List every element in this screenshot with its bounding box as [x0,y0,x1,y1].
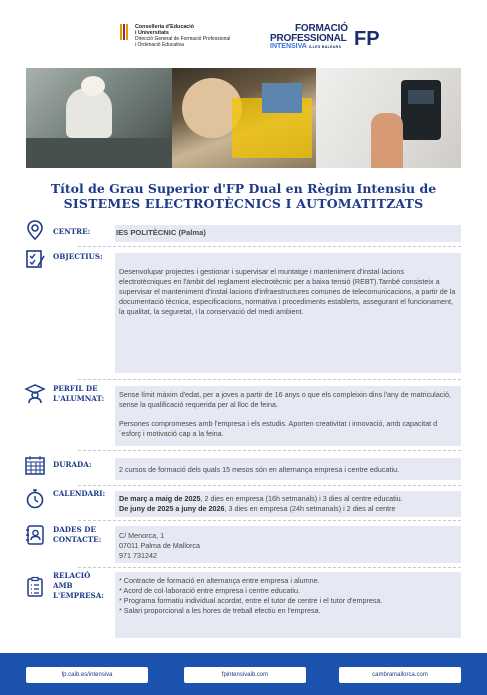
relacio-label-line-2: AMB [53,581,73,590]
graduate-icon [24,382,46,404]
objectius-text: Desenvolupar projectes i gestionar i supervisar el muntatge i manteniment d'instal·lacions electrotècniques en l'àmbit del reglament electrotècnic per a baixa tensió (REBT).També consisteix a supervisar el manteniment d'instal·lacions d'infraestructures comunes de telecomunicacions, a partir de la documentació tècnica, especificacions, normativa i procediments establerts, assegurant el funcionament, la qualitat, la seguretat, i la conservació del medi ambient. [115,253,461,373]
durada-text: 2 cursos de formació dels quals 15 mesos són en alternança empresa i centre educatiu. [115,458,461,480]
calendar-grid-icon [24,454,46,476]
relacio-item: * Programa formatiu individual acordat, entre el tutor de centre i el tutor d'empresa. [119,596,383,605]
relacio-item: * Acord de col·laboració entre empresa i centre educatiu. [119,586,300,595]
durada-label: DURADA: [53,460,92,469]
perfil-box [115,386,461,446]
divider [78,520,461,521]
divider [78,567,461,568]
calendari-label: CALENDARI: [53,489,106,498]
divider [78,246,461,247]
relacio-box [115,572,461,638]
header [0,22,487,56]
perfil-label-line-2: L'ALUMNAT: [53,394,105,403]
photo-electrician [172,68,316,168]
dades-label-line-2: CONTACTE: [53,535,102,544]
title-line-2: SISTEMES ELECTROTÈCNICS I AUTOMATITZATS [63,196,424,211]
footer-link-cambramallorca[interactable]: cambramallorca.com [339,667,461,683]
contact-card-icon [24,524,46,546]
perfil-paragraph-2: Persones compromeses amb l'empresa i els estudis. Aporten creativitat i innovació, amb capacitat d´esforç i motivació cap a la feina. [119,419,438,438]
dades-label [53,525,101,545]
gov-line-2: i Universitats [135,30,169,36]
centre-label: CENTRE: [53,227,91,236]
calendari-detail-2: , 3 dies en empresa (24h setmanals) i 2 dies al centre [224,504,396,513]
footer-link-fp-caib[interactable]: fp.caib.es/intensiva [26,667,148,683]
address-street: C/ Menorca, 1 [119,531,165,540]
photo-strip [26,68,461,168]
divider [78,379,461,380]
footer-link-fpintensivaib[interactable]: fpintensivaib.com [184,667,306,683]
government-logo [120,24,230,48]
fp-logo-intensiva: INTENSIVA [270,43,307,50]
fp-logo-line-3 [270,43,341,50]
photo-control-panel [316,68,461,168]
location-pin-icon [24,219,46,241]
relacio-label [53,571,104,601]
perfil-label [53,384,104,404]
centre-value: IES POLITÈCNIC (Palma) [115,225,461,242]
perfil-label-line-1: PERFIL DE [53,384,98,393]
footer [0,653,487,695]
fp-intensiva-logo [270,22,380,52]
gov-line-4: i Ordenació Educativa [135,42,184,48]
calendari-detail-1: , 2 dies en empresa (16h setmanals) i 3 dies al centre educatiu. [200,494,403,503]
stopwatch-icon [24,488,46,510]
fp-logo-mark: FP [354,28,380,50]
relacio-item: * Salari proporcional a les hores de treball efectiu en l'empresa. [119,606,321,615]
dades-label-line-1: DADES DE [53,525,96,534]
relacio-label-line-3: L'EMPRESA: [53,591,104,600]
calendari-period-2: De juny de 2025 a juny de 2026 [119,504,225,513]
phone-number: 971 731242 [119,551,157,560]
calendari-line-2 [119,504,457,514]
checklist-icon [24,248,46,270]
relacio-label-line-1: RELACIÓ [53,571,91,580]
objectius-label: OBJECTIUS: [53,252,103,261]
title-line-1: Títol de Grau Superior d'FP Dual en Règim Intensiu de [50,181,437,196]
dades-box [115,526,461,563]
perfil-paragraph-1: Sense límit màxim d'edat, per a joves a partir de 16 anys o que els compleixin dins l'any de matriculació, sense la qualificació requerida per al lloc de feina. [119,390,451,409]
coat-of-arms-icon [120,24,131,40]
fp-logo-line-1: FORMACIÓ [295,23,348,34]
gov-line-1: Conselleria d'Educació [135,24,195,30]
fp-logo-region: ILLES BALEARS [308,45,342,49]
clipboard-list-icon [24,576,46,598]
divider [78,485,461,486]
divider [78,450,461,451]
calendari-period-1: De març a maig de 2025 [119,494,201,503]
calendari-box [115,491,461,517]
gov-line-3: Direcció General de Formació Professional [135,36,231,42]
calendari-line-1 [119,494,457,504]
address-city: 07011 Palma de Mallorca [119,541,200,550]
fp-logo-line-2: PROFESSIONAL [270,33,347,44]
government-text [135,24,230,48]
relacio-item: * Contracte de formació en alternança entre empresa i alumne. [119,576,320,585]
photo-workshop [26,68,172,168]
